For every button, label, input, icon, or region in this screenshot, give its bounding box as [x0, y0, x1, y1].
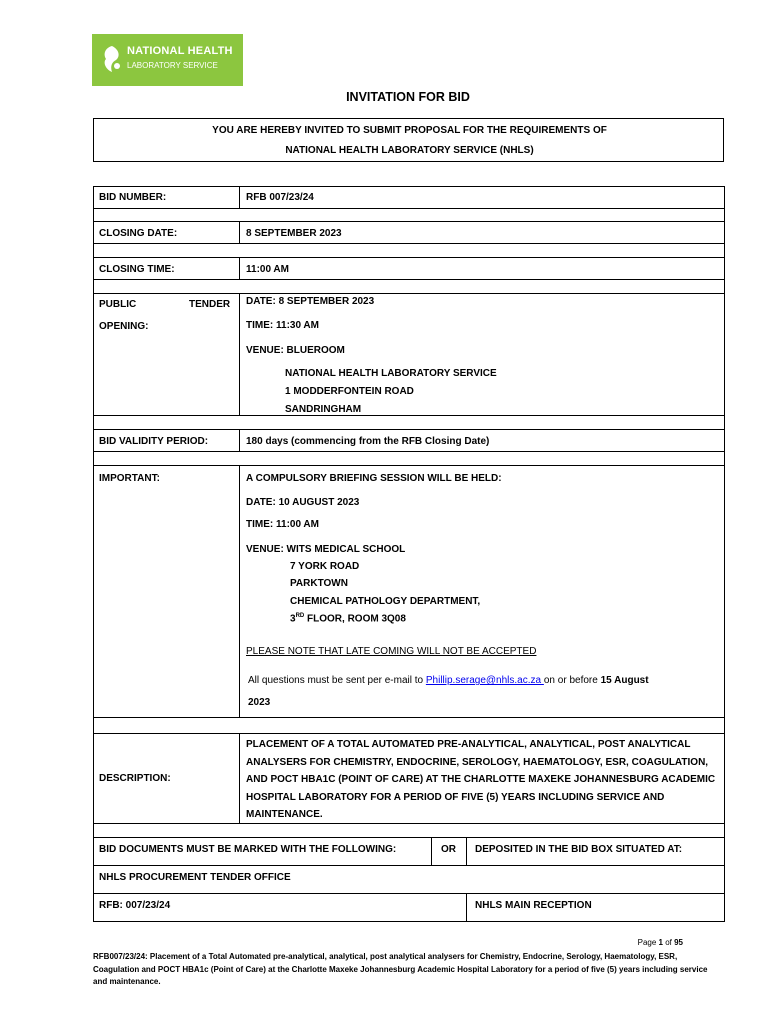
briefing-venue-2: PARKTOWN — [290, 578, 348, 589]
page-title: INVITATION FOR BID — [346, 90, 470, 104]
opening-time: TIME: 11:30 AM — [246, 320, 319, 331]
briefing-venue-1: 7 YORK ROAD — [290, 561, 360, 572]
briefing-venue-3: CHEMICAL PATHOLOGY DEPARTMENT, — [290, 596, 481, 607]
invitation-box — [93, 118, 724, 162]
logo-line-2: LABORATORY SERVICE — [127, 61, 218, 70]
rfb-reference: RFB: 007/23/24 — [99, 900, 171, 911]
opening-address-3: SANDRINGHAM — [285, 404, 362, 415]
opening-address-2: 1 MODDERFONTEIN ROAD — [285, 386, 414, 397]
bid-number-label: BID NUMBER: — [99, 192, 167, 203]
opening-label-public: PUBLIC — [99, 299, 137, 310]
footer-text: RFB007/23/24: Placement of a Total Automated pre-analytical, analytical, post analytical analysers for Chemistry, Endocrine, Serology, Haematology, ESR, Coagulation and POCT HBA1c (Point of Care) at the Charlotte Maxeke Johannesburg Academic Hospital Laboratory for a period of five (5) years including service and maintenance. — [93, 952, 708, 986]
invitation-line-2: NATIONAL HEALTH LABORATORY SERVICE (NHLS) — [285, 145, 534, 156]
closing-time-label: CLOSING TIME: — [99, 264, 175, 275]
bid-box-location: DEPOSITED IN THE BID BOX SITUATED AT: — [475, 844, 683, 855]
opening-label-opening: OPENING: — [99, 321, 149, 332]
contact-email-link[interactable]: Phillip.serage@nhls.ac.za — [425, 675, 544, 686]
bid-number-value: RFB 007/23/24 — [246, 192, 314, 203]
marking-or: OR — [441, 844, 456, 855]
main-reception: NHLS MAIN RECEPTION — [475, 900, 592, 911]
closing-date-value: 8 SEPTEMBER 2023 — [246, 228, 342, 239]
marking-instruction: BID DOCUMENTS MUST BE MARKED WITH THE FOLLOWING: — [99, 844, 397, 855]
briefing-venue-4: 3RD FLOOR, ROOM 3Q08 — [290, 613, 406, 625]
procurement-office: NHLS PROCUREMENT TENDER OFFICE — [99, 872, 291, 883]
description-text: PLACEMENT OF A TOTAL AUTOMATED PRE-ANALYTICAL, ANALYTICAL, POST ANALYTICAL ANALYSERS FOR CHEMISTRY, ENDOCRINE, SEROLOGY, HAEMATOLOGY, ESR, COAGULATION, AND POCT HBA1C (POINT OF CARE) AT THE CHARLOTTE MAXEKE JOHANNESBURG ACADEMIC HOSPITAL LABORATORY FOR A PERIOD OF FIVE (5) YEARS INCLUDING SERVICE AND MAINTENANCE. — [246, 739, 716, 820]
opening-label-tender: TENDER — [189, 299, 231, 310]
briefing-venue: VENUE: WITS MEDICAL SCHOOL — [246, 544, 406, 555]
logo-line-1: NATIONAL HEALTH — [127, 45, 233, 57]
closing-date-label: CLOSING DATE: — [99, 228, 178, 239]
invitation-line-1: YOU ARE HEREBY INVITED TO SUBMIT PROPOSAL FOR THE REQUIREMENTS OF — [212, 125, 607, 136]
validity-label: BID VALIDITY PERIOD: — [99, 436, 209, 447]
questions-note-year: 2023 — [248, 697, 271, 708]
briefing-date: DATE: 10 AUGUST 2023 — [246, 497, 360, 508]
nhls-logo — [92, 34, 243, 86]
nhls-emblem-icon — [100, 44, 124, 74]
validity-value: 180 days (commencing from the RFB Closing Date) — [246, 436, 490, 447]
page-number: Page 1 of 95 — [637, 938, 683, 947]
opening-address-1: NATIONAL HEALTH LABORATORY SERVICE — [285, 368, 497, 379]
questions-note: All questions must be sent per e-mail to Phillip.serage@nhls.ac.za on or before 15 August — [248, 675, 649, 686]
opening-venue: VENUE: BLUEROOM — [246, 345, 345, 356]
opening-date: DATE: 8 SEPTEMBER 2023 — [246, 296, 375, 307]
closing-time-value: 11:00 AM — [246, 264, 289, 275]
briefing-heading: A COMPULSORY BRIEFING SESSION WILL BE HELD: — [246, 473, 502, 484]
briefing-time: TIME: 11:00 AM — [246, 519, 319, 530]
important-label: IMPORTANT: — [99, 473, 160, 484]
late-coming-notice: PLEASE NOTE THAT LATE COMING WILL NOT BE ACCEPTED — [246, 646, 537, 657]
description-label: DESCRIPTION: — [99, 773, 171, 784]
